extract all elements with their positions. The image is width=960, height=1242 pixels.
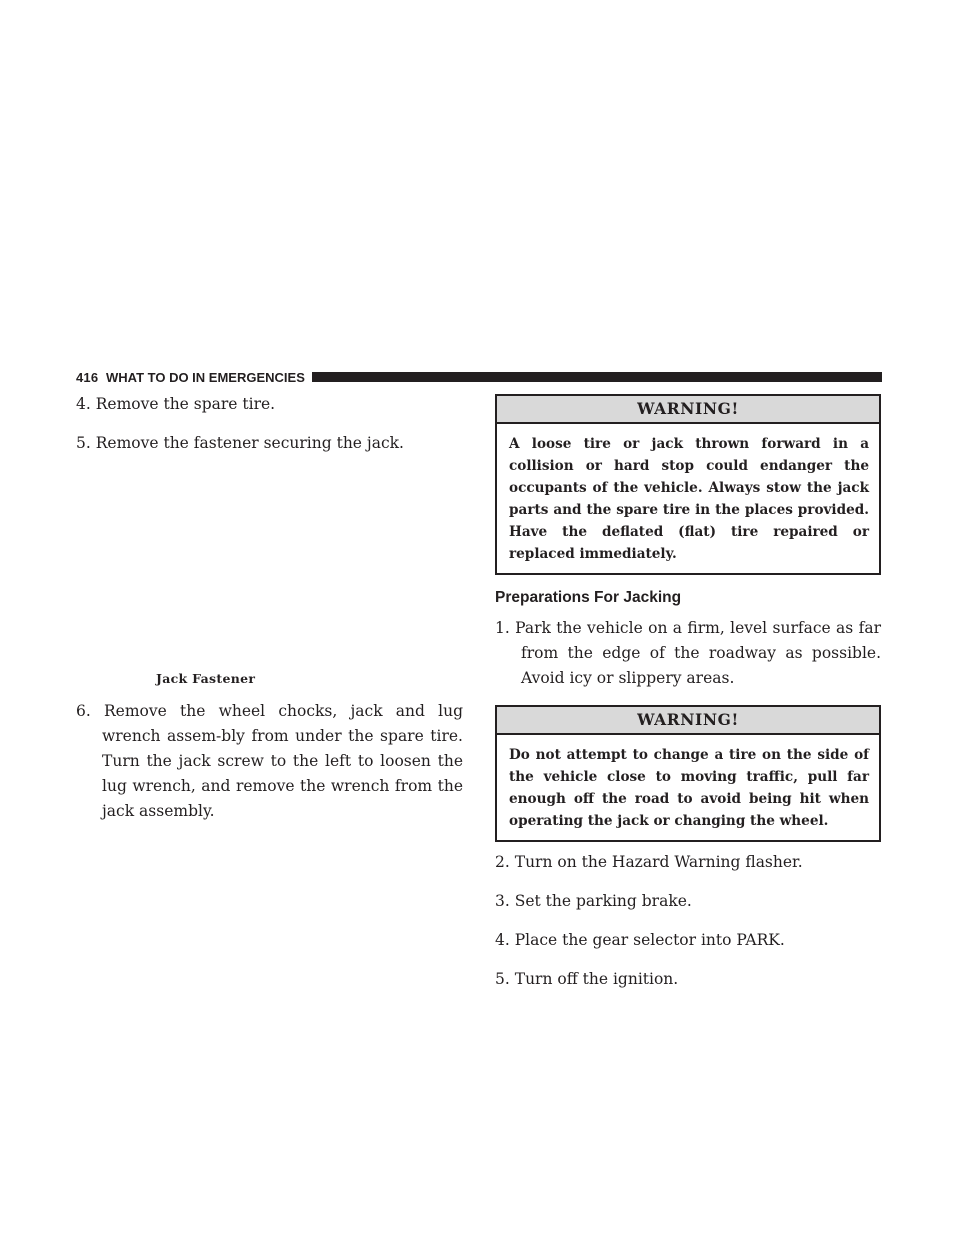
step-item: 3. Set the parking brake.	[495, 892, 692, 910]
step-item: 4. Remove the spare tire.	[76, 395, 276, 413]
step-item: 1. Park the vehicle on a firm, level surface as far from the edge of the roadway as possible. Avoid icy or slippery areas.	[495, 619, 881, 687]
right-column	[495, 394, 881, 1006]
figure-caption: Jack Fastener	[156, 671, 256, 686]
warning-title: WARNING!	[497, 396, 879, 424]
step-item: 2. Turn on the Hazard Warning flasher.	[495, 853, 803, 871]
warning-text: A loose tire or jack thrown forward in a collision or hard stop could endanger the occupants of the vehicle. Always stow the jack parts and the spare tire in the places provided. Have the deflated (flat) tire repaired or replaced immediately.	[509, 436, 869, 562]
left-column	[76, 392, 463, 838]
warning-title: WARNING!	[497, 707, 879, 735]
header-rule	[312, 372, 882, 382]
warning-box	[495, 394, 881, 575]
step-item: 4. Place the gear selector into PARK.	[495, 931, 785, 949]
page-number: 416	[76, 370, 99, 385]
page-header	[76, 368, 882, 388]
step-item: 6. Remove the wheel chocks, jack and lug wrench assem-bly from under the spare tire. Turn the jack screw to the left to loosen the lug wrench, and remove the wrench from the jack assembly.	[76, 702, 463, 820]
warning-text: Do not attempt to change a tire on the side of the vehicle close to moving traffic, pull far enough off the road to avoid being hit when operating the jack or changing the wheel.	[509, 747, 869, 829]
figure-jack-fastener	[76, 470, 463, 691]
step-item: 5. Turn off the ignition.	[495, 970, 679, 988]
section-title: WHAT TO DO IN EMERGENCIES	[106, 370, 305, 385]
warning-box	[495, 705, 881, 842]
subheading: Preparations For Jacking	[495, 589, 682, 606]
step-item: 5. Remove the fastener securing the jack.	[76, 434, 404, 452]
